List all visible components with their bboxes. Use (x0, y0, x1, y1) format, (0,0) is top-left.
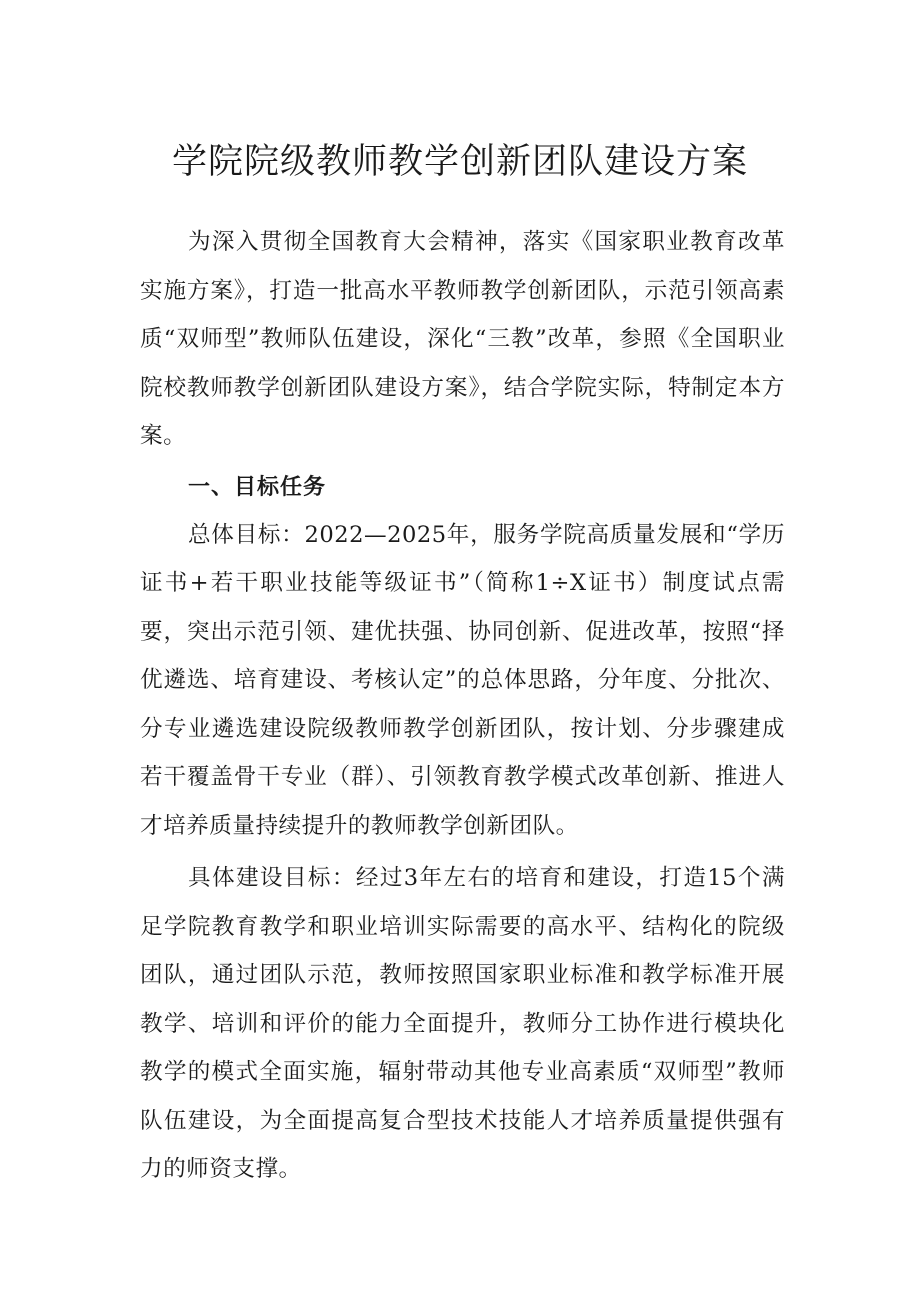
intro-paragraph: 为深入贯彻全国教育大会精神，落实《国家职业教育改革实施方案》，打造一批高水平教师教学创新团队，示范引领高素质“双师型”教师队伍建设，深化“三教”改革，参照《全国职业院校教师教学创新团队建设方案》，结合学院实际，特制定本方案。 (140, 229, 785, 449)
document-title: 学院院级教师教学创新团队建设方案 (171, 142, 748, 182)
document-body (140, 218, 785, 1194)
specific-goal-paragraph: 具体建设目标：经过3年左右的培育和建设，打造15个满足学院教育教学和职业培训实际需要的高水平、结构化的院级团队，通过团队示范，教师按照国家职业标准和教学标准开展教学、培训和评价的能力全面提升，教师分工协作进行模块化教学的模式全面实施，辐射带动其他专业高素质“双师型”教师队伍建设，为全面提高复合型技术技能人才培养质量提供强有力的师资支撑。 (140, 865, 785, 1182)
section-heading-goals: 一、目标任务 (188, 474, 327, 500)
overall-goal-paragraph: 总体目标：2022—2025年，服务学院高质量发展和“学历证书+若干职业技能等级证书”（简称1÷X证书）制度试点需要，突出示范引领、建优扶强、协同创新、促进改革，按照“择优遴选、培育建设、考核认定”的总体思路，分年度、分批次、分专业遴选建设院级教师教学创新团队，按计划、分步骤建成若干覆盖骨干专业（群）、引领教育教学模式改革创新、推进人才培养质量持续提升的教师教学创新团队。 (140, 521, 785, 839)
